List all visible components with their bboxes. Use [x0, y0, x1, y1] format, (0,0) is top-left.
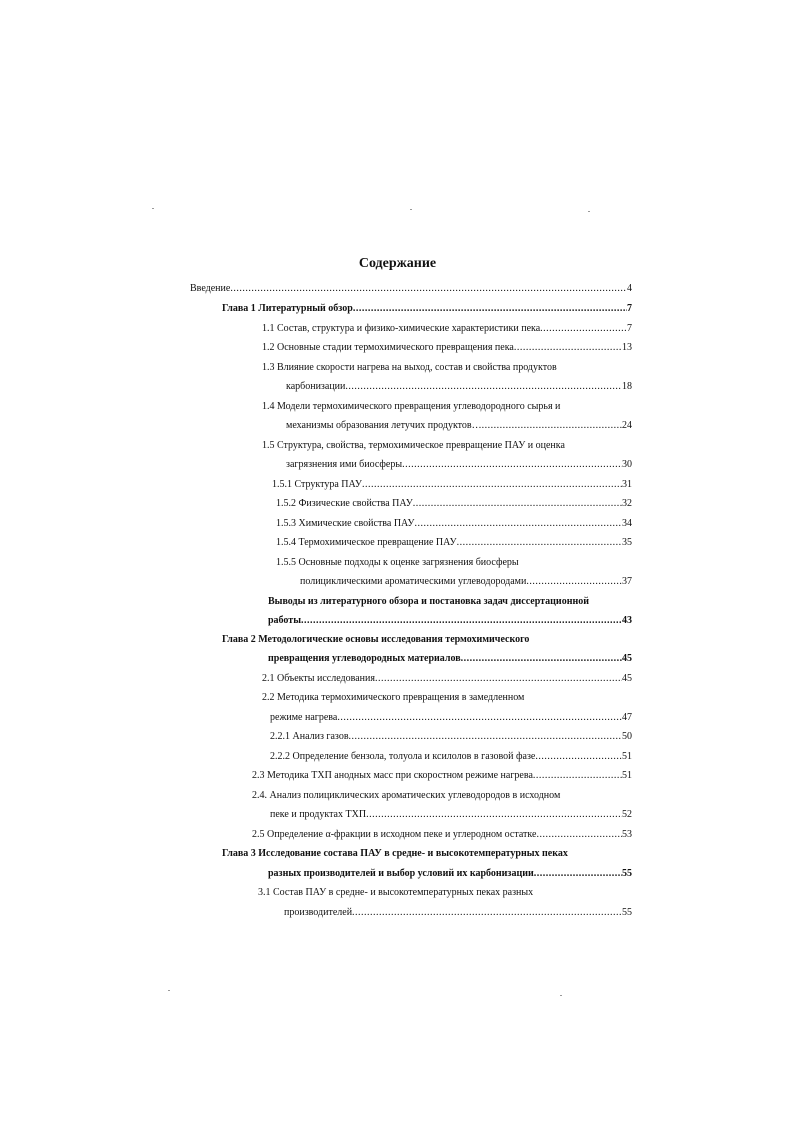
toc-dot-leader: [414, 517, 622, 531]
toc-dot-leader: [402, 458, 622, 472]
toc-entry-title: 2.4. Анализ полициклических ароматических углеводородов в исходном: [252, 790, 561, 801]
toc-entry: [286, 458, 632, 472]
toc-dot-leader: [536, 828, 622, 842]
toc-dot-leader: [526, 575, 622, 589]
toc-entry-title: превращения углеводородных материалов: [268, 653, 461, 664]
toc-entry-page: 35: [622, 537, 632, 548]
toc-entry: [270, 730, 632, 744]
toc-entry-title: 2.3 Методика ТХП анодных масс при скоростном режиме нагрева: [252, 770, 533, 781]
toc-entry: [286, 380, 632, 394]
toc-entry: [262, 439, 565, 453]
toc-entry: [286, 419, 632, 433]
page-title: Содержание: [358, 256, 437, 271]
toc-dot-leader: [457, 536, 622, 550]
toc-entry-title: производителей: [284, 907, 353, 918]
toc-entry: [270, 750, 632, 764]
toc-dot-leader: [514, 341, 622, 355]
toc-entry: [222, 633, 529, 647]
toc-dot-leader: [534, 867, 622, 881]
scan-speck: [410, 209, 412, 210]
toc-entry-title: полициклическими ароматическими углеводородами: [300, 576, 527, 587]
toc-entry-title: 1.5.1 Структура ПАУ: [272, 479, 362, 490]
toc-entry-title: Глава 2 Методологические основы исследования термохимического: [222, 634, 530, 645]
toc-entry-title: 1.5.3 Химические свойства ПАУ: [276, 518, 415, 529]
toc-dot-leader: [345, 380, 622, 394]
toc-entry-page: 18: [622, 381, 632, 392]
toc-entry-page: 51: [622, 770, 632, 781]
toc-entry-title: 3.1 Состав ПАУ в средне- и высокотемпературных пеках разных: [258, 887, 534, 898]
toc-entry: [222, 302, 632, 316]
toc-entry-page: 7: [627, 323, 632, 334]
toc-entry-title: карбонизации: [286, 381, 346, 392]
toc-entry: [276, 536, 632, 550]
toc-entry-page: 24: [622, 420, 632, 431]
toc-entry-page: 45: [622, 653, 632, 664]
toc-entry: [262, 322, 632, 336]
toc-dot-leader: [352, 906, 622, 920]
scan-speck: [560, 995, 562, 996]
toc-entry-title: 1.5 Структура, свойства, термохимическое превращение ПАУ и оценка: [262, 440, 565, 451]
toc-entry-page: 4: [627, 283, 632, 294]
toc-entry-title: 1.5.5 Основные подходы к оценке загрязнения биосферы: [276, 557, 519, 568]
toc-entry-title: 2.5 Определение α-фракции в исходном пеке и углеродном остатке: [252, 829, 537, 840]
toc-entry-page: 50: [622, 731, 632, 742]
toc-dot-leader: [461, 652, 622, 666]
toc-entry: [262, 400, 560, 414]
toc-entry: [222, 847, 568, 861]
toc-dot-leader: [540, 322, 627, 336]
toc-entry: [258, 886, 533, 900]
toc-entry-page: 55: [622, 907, 632, 918]
toc-entry-page: 7: [627, 303, 632, 314]
toc-dot-leader: [349, 730, 622, 744]
toc-entry: [252, 828, 632, 842]
toc-entry-page: 51: [622, 751, 632, 762]
toc-entry: [268, 595, 589, 609]
toc-entry: [268, 652, 632, 666]
toc-entry-page: 43: [622, 615, 632, 626]
toc-entry: [300, 575, 632, 589]
toc-entry-page: 30: [622, 459, 632, 470]
toc-entry: [272, 478, 632, 492]
toc-entry: [262, 361, 557, 375]
toc-entry: [270, 711, 632, 725]
scan-speck: [588, 211, 590, 212]
toc-entry-title: 2.2 Методика термохимического превращения в замедленном: [262, 692, 525, 703]
toc-entry: [276, 556, 519, 570]
toc-entry-title: Глава 3 Исследование состава ПАУ в средне- и высокотемпературных пеках: [222, 848, 568, 859]
toc-entry-page: 55: [622, 868, 632, 879]
toc-entry-title: 1.4 Модели термохимического превращения углеводородного сырья и: [262, 401, 561, 412]
toc-entry: [284, 906, 632, 920]
toc-dot-leader: [362, 478, 622, 492]
toc-entry-page: 47: [622, 712, 632, 723]
toc-dot-leader: [353, 302, 627, 316]
toc-entry-title: 1.3 Влияние скорости нагрева на выход, состав и свойства продуктов: [262, 362, 557, 373]
toc-dot-leader: [301, 614, 622, 628]
toc-entry: [270, 808, 632, 822]
scan-speck: [152, 208, 154, 209]
toc-entry-title: пеке и продуктах ТХП: [270, 809, 367, 820]
toc-entry-page: 13: [622, 342, 632, 353]
toc-entry-title: разных производителей и выбор условий их карбонизации: [268, 868, 534, 879]
toc-entry-page: 32: [622, 498, 632, 509]
toc-entry: [276, 517, 632, 531]
toc-entry-page: 34: [622, 518, 632, 529]
toc-entry: [262, 672, 632, 686]
toc-entry-title: Введение: [190, 283, 231, 294]
toc-entry: [276, 497, 632, 511]
toc-dot-leader: [375, 672, 622, 686]
toc-entry-page: 31: [622, 479, 632, 490]
toc-dot-leader: [366, 808, 622, 822]
toc-entry-page: 45: [622, 673, 632, 684]
toc-entry-title: 2.2.2 Определение бензола, толуола и ксилолов в газовой фазе: [270, 751, 536, 762]
toc-entry-title: режиме нагрева: [270, 712, 338, 723]
toc-entry: [190, 282, 632, 296]
toc-dot-leader: [413, 497, 622, 511]
toc-entry-title: загрязнения ими биосферы: [286, 459, 403, 470]
toc-entry-title: Глава 1 Литературный обзор: [222, 303, 353, 314]
toc-entry: [262, 341, 632, 355]
toc-entry-page: 52: [622, 809, 632, 820]
toc-dot-leader: [535, 750, 622, 764]
scan-speck: [168, 990, 170, 991]
toc-entry: [262, 691, 524, 705]
toc-entry-title: 1.5.4 Термохимическое превращение ПАУ: [276, 537, 457, 548]
toc-dot-leader: [337, 711, 622, 725]
toc-entry-title: 1.2 Основные стадии термохимического превращения пека: [262, 342, 514, 353]
toc-entry-title: 2.1 Объекты исследования: [262, 673, 375, 684]
toc-dot-leader: [533, 769, 622, 783]
toc-entry: [252, 769, 632, 783]
toc-entry-title: Выводы из литературного обзора и постановка задач диссертационной: [268, 596, 589, 607]
toc-entry-title: механизмы образования летучих продуктов…: [286, 420, 482, 431]
toc-dot-leader: [482, 419, 622, 433]
toc-entry: [252, 789, 560, 803]
toc-entry-title: работы: [268, 615, 302, 626]
toc-dot-leader: [230, 282, 627, 296]
toc-entry: [268, 867, 632, 881]
toc-entry-page: 53: [622, 829, 632, 840]
toc-entry-title: 1.1 Состав, структура и физико-химические характеристики пека: [262, 323, 541, 334]
toc-entry: [268, 614, 632, 628]
toc-entry-title: 2.2.1 Анализ газов: [270, 731, 349, 742]
toc-entry-title: 1.5.2 Физические свойства ПАУ: [276, 498, 413, 509]
toc-entry-page: 37: [622, 576, 632, 587]
